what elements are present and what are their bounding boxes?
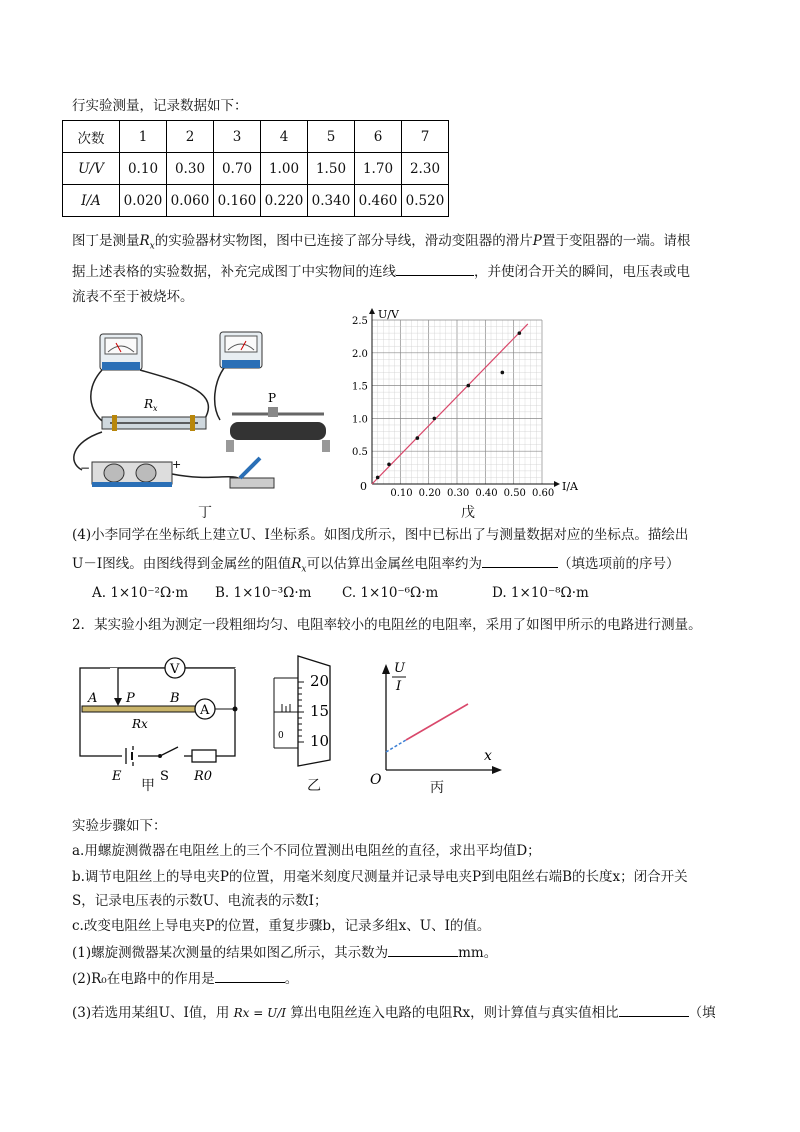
fig-jia-caption: 甲 <box>141 778 155 794</box>
fig-ding-caption: 丁 <box>198 505 212 521</box>
answer-blank[interactable] <box>619 1002 689 1017</box>
micrometer-figure <box>268 648 348 778</box>
battery-icon <box>92 462 172 487</box>
table-cell: 0.160 <box>214 185 261 217</box>
table-row-label: I/A <box>63 185 120 217</box>
text: mm。 <box>458 945 498 961</box>
p-symbol: P <box>532 233 542 249</box>
x-tick-label: 0.60 <box>532 488 555 499</box>
answer-blank[interactable] <box>388 942 458 957</box>
para1-line2 <box>72 261 690 282</box>
table-cell: 2 <box>167 121 214 153</box>
label-rx: Rx <box>132 717 148 731</box>
micrometer-tick-15: 15 <box>310 702 330 720</box>
formula: Rx = U/I <box>233 1006 287 1020</box>
text: 据上述表格的实验数据，补充完成图丁中实物间的连线 <box>72 264 396 280</box>
resistance-wire-board <box>102 415 206 431</box>
circuit-figure <box>70 650 250 795</box>
apparatus-figure <box>62 322 347 517</box>
table-header-label: 次数 <box>63 121 120 153</box>
y-tick-label: 0.5 <box>352 447 368 459</box>
step-b-line2: S，记录电压表的示数U、电流表的示数I； <box>72 893 328 909</box>
table-cell: 6 <box>355 121 402 153</box>
table-cell: 0.10 <box>120 153 167 185</box>
extrapolated-line <box>386 740 406 752</box>
table-cell: 0.220 <box>261 185 308 217</box>
rheostat-p-label: P <box>268 391 277 405</box>
table-cell: 7 <box>402 121 449 153</box>
answer-blank[interactable] <box>396 261 474 276</box>
text: 可以估算出金属丝电阻率约为 <box>306 556 482 572</box>
table-cell: 0.520 <box>402 185 449 217</box>
micrometer-tick-10: 10 <box>310 732 330 750</box>
intro-line: 行实验测量，记录数据如下： <box>72 98 248 114</box>
ammeter-icon <box>220 332 262 368</box>
bing-ylabel-top: U <box>394 661 405 676</box>
table-cell: 0.70 <box>214 153 261 185</box>
answer-blank[interactable] <box>482 553 558 568</box>
text: (1)螺旋测微器某次测量的结果如图乙所示，其示数为 <box>72 945 389 961</box>
table-cell: 1.00 <box>261 153 308 185</box>
rx-symbol: $R_x$ <box>291 556 307 575</box>
chart-origin-label: 0 <box>360 480 367 493</box>
step-c: c.改变电阻丝上导电夹P的位置，重复步骤b，记录多组x、U、I的值。 <box>72 918 491 934</box>
text: U－I图线。由图线得到金属丝的阻值 <box>72 556 292 572</box>
steps-title: 实验步骤如下： <box>72 818 167 834</box>
sub-question-3 <box>72 1002 716 1023</box>
label-a: A <box>88 691 98 706</box>
chart-fit-line <box>372 324 528 484</box>
text: （填 <box>688 1005 716 1021</box>
option-b[interactable]: B. 1×10⁻³Ω·m <box>215 585 312 601</box>
para1-line1 <box>72 231 690 257</box>
label-b: B <box>170 691 180 706</box>
q4-line1: (4)小李同学在坐标纸上建立U、I坐标系。如图戊所示，图中已标出了与测量数据对应的坐标点。描绘出 <box>72 527 689 543</box>
table-cell: 4 <box>261 121 308 153</box>
rx-wire <box>82 706 198 712</box>
sub-question-2 <box>72 968 298 989</box>
rx-symbol: $R_x$ <box>139 233 155 252</box>
text: 算出电阻丝连入电路的电阻Rx，则计算值与真实值相比 <box>290 1005 619 1021</box>
data-point <box>501 371 505 375</box>
text: （填选项前的序号） <box>557 556 680 572</box>
q2-title: 2．某实验小组为测定一段粗细均匀、电阻率较小的电阻丝的电阻率，采用了如图甲所示的电路进行测量。 <box>72 617 702 633</box>
table-cell: 5 <box>308 121 355 153</box>
rheostat-icon <box>226 407 330 452</box>
fig-yi-caption: 乙 <box>307 778 321 794</box>
x-tick-label: 0.20 <box>418 488 441 499</box>
option-d[interactable]: D. 1×10⁻⁸Ω·m <box>492 585 589 601</box>
table-cell: 3 <box>214 121 261 153</box>
table-row <box>63 185 449 217</box>
text: ，并使闭合开关的瞬间，电压表或电 <box>474 264 690 280</box>
bing-origin: O <box>370 772 382 788</box>
option-c[interactable]: C. 1×10⁻⁶Ω·m <box>342 585 439 601</box>
step-b-line1: b.调节电阻丝上的导电夹P的位置，用毫米刻度尺测量并记录导电夹P到电阻丝右端B的长度x；闭合开关 <box>72 869 688 885</box>
rx-label: $R_x$ <box>144 397 158 413</box>
table-row-label: U/V <box>63 153 120 185</box>
label-e: E <box>112 769 122 784</box>
label-r0: R0 <box>194 769 213 784</box>
ammeter-a: A <box>200 703 210 718</box>
switch-icon <box>230 458 274 488</box>
table-cell: 2.30 <box>402 153 449 185</box>
bing-xlabel: x <box>484 748 492 764</box>
table-row <box>63 153 449 185</box>
data-point <box>433 417 437 421</box>
plus-sign: + <box>172 458 182 471</box>
chart-ticks <box>352 316 554 499</box>
chart-axes <box>369 308 560 487</box>
table-cell: 0.340 <box>308 185 355 217</box>
voltmeter-v: V <box>170 662 180 677</box>
sub-question-1 <box>72 942 497 963</box>
y-tick-label: 1.0 <box>352 414 368 426</box>
chart-grid <box>372 320 542 484</box>
text: 置于变阻器的一端。请根 <box>541 233 691 249</box>
x-tick-label: 0.50 <box>503 488 526 499</box>
label-p: P <box>126 691 135 706</box>
para1-line3: 流表不至于被烧坏。 <box>72 289 194 305</box>
table-cell: 0.460 <box>355 185 402 217</box>
option-a[interactable]: A. 1×10⁻²Ω·m <box>92 585 189 601</box>
x-axis-arrow <box>554 481 560 487</box>
text: (2)R₀在电路中的作用是 <box>72 971 215 987</box>
table-cell: 1 <box>120 121 167 153</box>
fit-line <box>372 324 528 484</box>
data-point <box>376 476 380 480</box>
q4-line2 <box>72 553 679 580</box>
text: 图丁是测量 <box>72 233 140 249</box>
bing-ylabel-bottom: I <box>396 679 402 694</box>
text: 。 <box>284 971 299 987</box>
data-point <box>467 384 471 388</box>
step-a: a.用螺旋测微器在电阻丝上的三个不同位置测出电阻丝的直径，求出平均值D； <box>72 843 541 859</box>
table-row <box>63 121 449 153</box>
y-tick-label: 2.5 <box>352 316 368 327</box>
ui-chart <box>350 308 578 508</box>
data-point <box>416 436 420 440</box>
ui-x-graph <box>368 656 508 786</box>
table-cell: 0.30 <box>167 153 214 185</box>
data-line <box>406 704 468 740</box>
table-cell: 0.020 <box>120 185 167 217</box>
table-cell: 1.50 <box>308 153 355 185</box>
data-point <box>387 463 391 467</box>
fig-bing-caption: 丙 <box>430 780 444 796</box>
chart-caption: 戊 <box>461 505 475 521</box>
data-table <box>62 120 449 217</box>
x-tick-label: 0.10 <box>390 488 413 499</box>
chart-xlabel: I/A <box>562 480 578 493</box>
x-tick-label: 0.40 <box>475 488 498 499</box>
y-tick-label: 1.5 <box>352 381 368 393</box>
data-point <box>518 331 522 335</box>
y-axis-arrow <box>369 308 375 314</box>
table-cell: 1.70 <box>355 153 402 185</box>
r0-symbol <box>192 750 216 762</box>
micrometer-zero: 0 <box>278 731 284 741</box>
x-tick-label: 0.30 <box>447 488 470 499</box>
chart-ylabel: U/V <box>378 308 399 321</box>
text: 的实验器材实物图，图中已连接了部分导线，滑动变阻器的滑片 <box>154 233 533 249</box>
text: (3)若选用某组U、I值，用 <box>72 1005 230 1021</box>
voltmeter-icon <box>100 334 142 370</box>
minus-sign: − <box>80 461 91 475</box>
table-cell: 0.060 <box>167 185 214 217</box>
micrometer-tick-20: 20 <box>310 672 330 690</box>
label-s: S <box>160 769 169 784</box>
y-tick-label: 2.0 <box>352 348 368 360</box>
answer-blank[interactable] <box>215 968 285 983</box>
